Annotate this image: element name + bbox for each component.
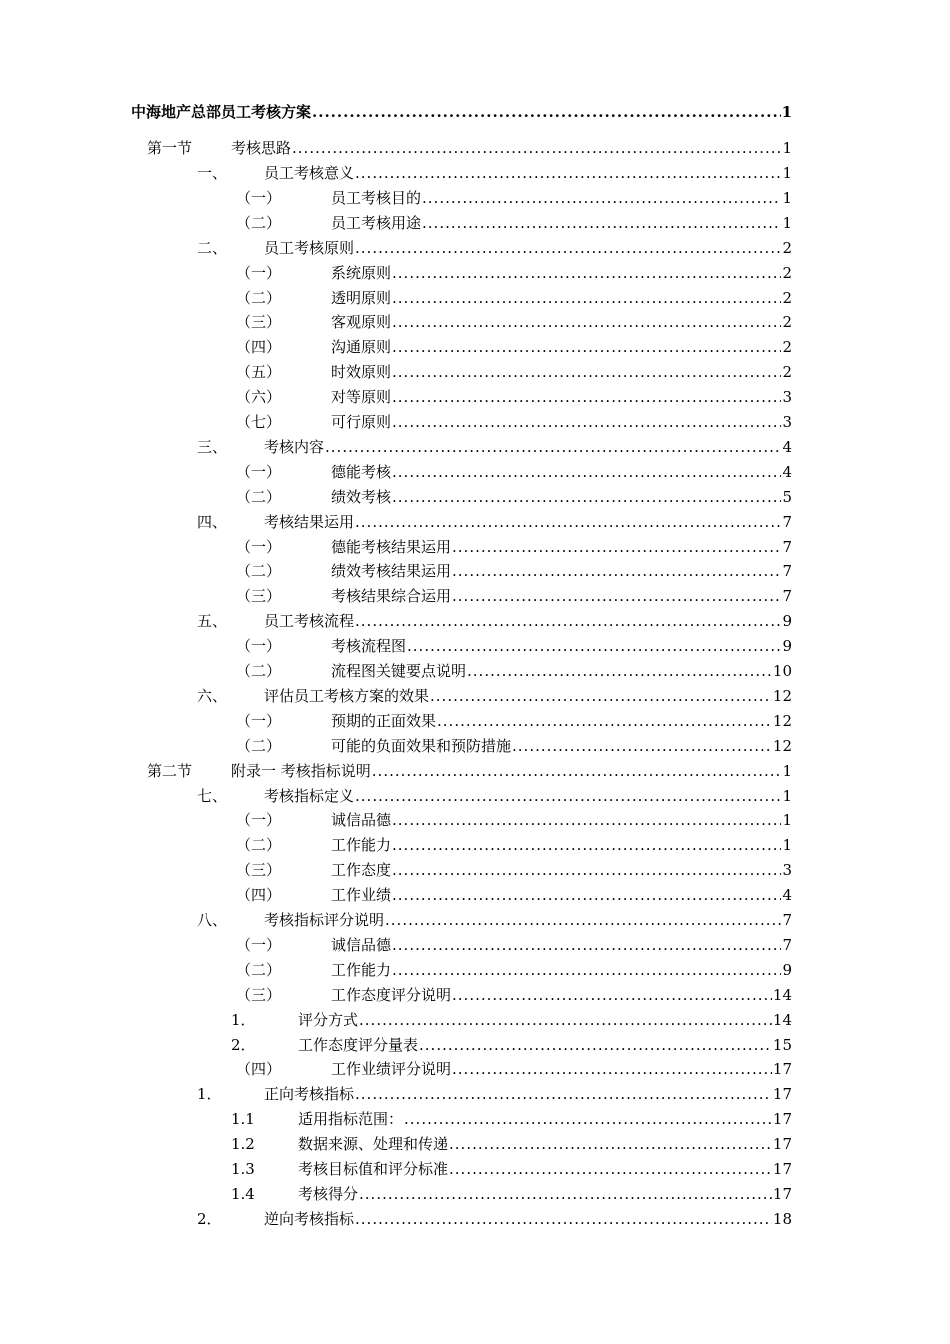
toc-entry-number: 四、 [197,512,228,531]
toc-page-number: 1 [782,164,792,182]
toc-entry[interactable] [236,460,792,484]
dot-leader [392,360,781,384]
dot-leader [437,709,772,733]
toc-entry-number: 1.4 [231,1184,255,1203]
dot-leader [372,759,782,783]
dot-leader [392,335,781,359]
dot-leader [355,609,781,633]
toc-page-number: 17 [772,1135,792,1154]
toc-entry-number: （四） [236,1060,282,1079]
toc-entry-text: 员工考核目的 [331,188,422,207]
toc-page-number: 1 [781,103,792,121]
toc-entry-text: 工作态度 [331,861,392,880]
toc-page-number: 15 [772,1035,792,1054]
toc-page-number: 2 [782,363,792,382]
dot-leader [392,286,781,310]
toc-entry[interactable] [197,684,792,708]
toc-entry[interactable] [236,709,792,733]
dot-leader [422,211,781,235]
toc-page-number: 7 [782,562,792,581]
toc-entry-text: 考核结果运用 [264,512,355,531]
dot-leader [392,858,781,882]
dot-leader [452,559,781,583]
toc-page-number: 12 [772,686,792,705]
toc-entry-text: 德能考核 [331,462,392,481]
toc-entry[interactable] [236,410,792,434]
toc-entry[interactable] [236,1057,792,1081]
toc-entry-text: 员工考核用途 [331,213,422,232]
toc-entry[interactable] [236,186,792,210]
toc-page-number: 2 [782,313,792,332]
toc-entry-text: 预期的正面效果 [331,711,437,730]
toc-page-number: 17 [772,1110,792,1129]
toc-entry-text: 评分方式 [298,1010,359,1029]
dot-leader [292,136,781,160]
toc-page-number: 1 [782,836,792,855]
toc-page-number: 12 [772,736,792,755]
dot-leader [325,435,781,459]
dot-leader [359,1182,772,1206]
toc-entry-number: （一） [236,811,282,830]
toc-page-number: 2 [782,238,792,257]
toc-entry[interactable] [231,1107,792,1131]
toc-entry-number: 八、 [197,911,228,929]
toc-entry-number: （二） [236,288,282,307]
toc-entry-number: （一） [236,711,282,730]
toc-entry[interactable] [231,1182,792,1206]
toc-entry-text: 时效原则 [331,363,392,382]
toc-page-number: 1 [782,811,792,830]
toc-entry-text: 诚信品德 [331,811,392,830]
toc-page-number: 9 [782,960,792,979]
toc-entry-number: （一） [236,637,282,656]
dot-leader [355,161,781,185]
toc-page-number: 14 [772,985,792,1004]
toc-entry[interactable] [236,734,792,758]
toc-page-number: 4 [782,437,792,456]
dot-leader [452,1057,772,1081]
dot-leader [449,1132,772,1156]
toc-entry-text: 附录一 考核指标说明 [231,761,371,780]
toc-page-number: 2 [782,338,792,357]
toc-entry[interactable] [231,1157,792,1181]
toc-entry-number: （二） [236,960,282,979]
toc-entry[interactable] [197,435,792,459]
toc-entry-text: 工作态度评分量表 [298,1035,419,1054]
toc-entry[interactable] [147,759,792,783]
toc-entry-text: 考核内容 [264,437,325,456]
toc-entry-text: 绩效考核结果运用 [331,562,452,581]
toc-entry[interactable] [236,659,792,683]
toc-entry-text: 工作业绩 [331,886,392,905]
toc-entry-text: 员工考核流程 [264,612,355,631]
toc-entry-text: 考核流程图 [331,637,407,656]
toc-entry[interactable] [236,261,792,285]
toc-entry-text: 数据来源、处理和传递 [298,1135,449,1154]
dot-leader [512,734,772,758]
dot-leader [392,833,781,857]
toc-entry[interactable] [236,286,792,310]
toc-entry-number: （七） [236,413,282,431]
toc-entry[interactable] [197,609,792,633]
toc-entry-number: 2． [231,1035,256,1054]
toc-page-number: 7 [782,935,792,954]
toc-page-number: 7 [782,537,792,556]
toc-entry-number: （四） [236,886,282,905]
toc-page-number: 3 [782,861,792,880]
toc-entry[interactable] [231,1132,792,1156]
toc-entry-number: （一） [236,537,282,556]
toc-page-number: 4 [782,462,792,481]
dot-leader [392,385,781,409]
toc-entry-number: 三、 [197,437,228,456]
toc-entry-number: （三） [236,587,282,606]
toc-entry-number: 六、 [197,686,228,705]
toc-page-number: 1 [782,213,792,232]
toc-entry[interactable] [197,908,792,932]
dot-leader [359,1008,772,1032]
toc-entry[interactable] [231,1008,792,1032]
toc-entry-text: 中海地产总部员工考核方案 [131,103,312,121]
toc-entry-number: （二） [236,487,282,506]
toc-page-number: 3 [782,388,792,407]
toc-entry[interactable] [197,236,792,260]
toc-entry[interactable] [236,385,792,409]
toc-entry[interactable] [236,933,792,957]
dot-leader [392,310,781,334]
toc-entry[interactable] [236,535,792,559]
toc-entry-text: 系统原则 [331,263,392,282]
toc-entry-text: 考核指标定义 [264,786,355,805]
toc-page-number: 1 [782,786,792,805]
toc-entry[interactable] [197,1207,792,1231]
toc-entry-number: 第一节 [147,139,193,157]
toc-entry-number: 五、 [197,612,228,631]
toc-entry-number: 二、 [197,238,228,257]
toc-entry[interactable] [236,634,792,658]
toc-entry-text: 流程图关键要点说明 [331,662,467,680]
toc-entry-number: （四） [236,338,282,357]
toc-page-number: 5 [782,487,792,506]
toc-entry[interactable] [231,1033,792,1057]
toc-entry-number: （三） [236,313,282,332]
toc-entry-text: 考核指标评分说明 [264,911,385,929]
toc-entry-text: 绩效考核 [331,487,392,506]
toc-entry[interactable] [197,784,792,808]
toc-page-number: 4 [782,886,792,905]
toc-entry-number: （一） [236,188,282,207]
toc-page-number: 9 [782,637,792,656]
toc-entry[interactable] [197,510,792,534]
dot-leader [385,908,781,932]
toc-entry[interactable] [236,559,792,583]
toc-page-number: 7 [782,911,792,929]
toc-entry-text: 考核思路 [231,139,292,157]
toc-page-number: 17 [772,1060,792,1079]
toc-entry-text: 工作能力 [331,960,392,979]
toc-entry-number: 2． [197,1209,222,1228]
toc-entry-number: （六） [236,388,282,407]
toc-entry-text: 考核结果综合运用 [331,587,452,606]
toc-entry-number: （二） [236,836,282,855]
toc-entry-number: （三） [236,985,282,1004]
dot-leader [452,584,781,608]
toc-page-number: 17 [772,1085,792,1104]
dot-leader [392,958,781,982]
toc-page-number: 1 [782,761,792,780]
toc-entry[interactable] [236,983,792,1007]
toc-entry-number: （二） [236,213,282,232]
toc-entry-number: 第二节 [147,761,193,780]
toc-entry[interactable] [236,485,792,509]
dot-leader [407,634,781,658]
dot-leader [392,883,781,907]
toc-entry-number: 七、 [197,786,228,805]
toc-entry-number: （二） [236,736,282,755]
dot-leader [355,510,781,534]
toc-entry-text: 评估员工考核方案的效果 [264,686,430,705]
toc-entry[interactable] [147,136,792,160]
toc-entry[interactable] [236,360,792,384]
dot-leader [392,808,781,832]
toc-entry-text: 沟通原则 [331,338,392,357]
toc-entry-text: 透明原则 [331,288,392,307]
toc-entry[interactable] [236,584,792,608]
toc-entry-text: 工作态度评分说明 [331,985,452,1004]
dot-leader [467,659,772,683]
toc-entry-number: 一、 [197,164,228,182]
toc-entry-text: 逆向考核指标 [264,1209,355,1228]
dot-leader [419,1033,772,1057]
toc-entry[interactable] [236,808,792,832]
toc-page-number: 7 [782,587,792,606]
toc-entry-text: 考核得分 [298,1184,359,1203]
toc-entry-number: （一） [236,263,282,282]
dot-leader [355,1082,772,1106]
toc-page-number: 7 [782,512,792,531]
toc-entry-number: 1． [197,1085,222,1104]
dot-leader [355,1207,772,1231]
toc-entry[interactable] [197,1082,792,1106]
toc-page-number: 14 [772,1010,792,1029]
toc-entry[interactable] [236,211,792,235]
dot-leader [312,100,781,124]
toc-entry-number: （二） [236,562,282,581]
toc-entry-text: 员工考核意义 [264,164,355,182]
toc-entry-number: 1.1 [231,1110,255,1129]
toc-page-number: 18 [772,1209,792,1228]
toc-entry-text: 德能考核结果运用 [331,537,452,556]
toc-entry-number: （一） [236,462,282,481]
toc-entry-number: （三） [236,861,282,880]
toc-page-number: 1 [782,188,792,207]
toc-entry-number: 1． [231,1010,256,1029]
dot-leader [392,410,781,434]
toc-page-number: 9 [782,612,792,631]
toc-page-number: 10 [772,662,792,680]
toc-entry[interactable] [236,958,792,982]
toc-entry-text: 诚信品德 [331,935,392,954]
toc-entry[interactable] [236,833,792,857]
toc-entry-text: 员工考核原则 [264,238,355,257]
dot-leader [404,1107,772,1131]
toc-entry[interactable] [236,335,792,359]
dot-leader [430,684,772,708]
toc-entry-text: 可行原则 [331,413,392,431]
dot-leader [392,460,781,484]
toc-entry[interactable] [236,310,792,334]
toc-page-number: 2 [782,288,792,307]
toc-entry-number: （一） [236,935,282,954]
toc-entry-text: 正向考核指标 [264,1085,355,1104]
toc-page-number: 2 [782,263,792,282]
toc-page-number: 12 [772,711,792,730]
dot-leader [355,236,781,260]
toc-entry[interactable] [236,883,792,907]
toc-entry-text: 适用指标范围： [298,1110,404,1129]
toc-entry-text: 工作业绩评分说明 [331,1060,452,1079]
toc-entry-number: 1.3 [231,1160,255,1178]
toc-entry-text: 工作能力 [331,836,392,855]
toc-entry[interactable] [236,858,792,882]
toc-page-number: 17 [772,1160,792,1178]
toc-entry-text: 对等原则 [331,388,392,407]
toc-title-entry[interactable] [131,100,792,124]
dot-leader [392,933,781,957]
dot-leader [422,186,781,210]
toc-page-number: 17 [772,1184,792,1203]
toc-entry-number: （五） [236,363,282,382]
dot-leader [392,261,781,285]
toc-entry-number: 1.2 [231,1135,255,1154]
toc-entry-text: 客观原则 [331,313,392,332]
dot-leader [452,535,781,559]
toc-entry-text: 可能的负面效果和预防措施 [331,736,512,755]
dot-leader [392,485,781,509]
toc-entry[interactable] [197,161,792,185]
toc-page-number: 3 [782,413,792,431]
dot-leader [449,1157,772,1181]
toc-entry-number: （二） [236,662,282,680]
dot-leader [452,983,772,1007]
toc-entry-text: 考核目标值和评分标准 [298,1160,449,1178]
dot-leader [355,784,781,808]
toc-page-number: 1 [782,139,792,157]
